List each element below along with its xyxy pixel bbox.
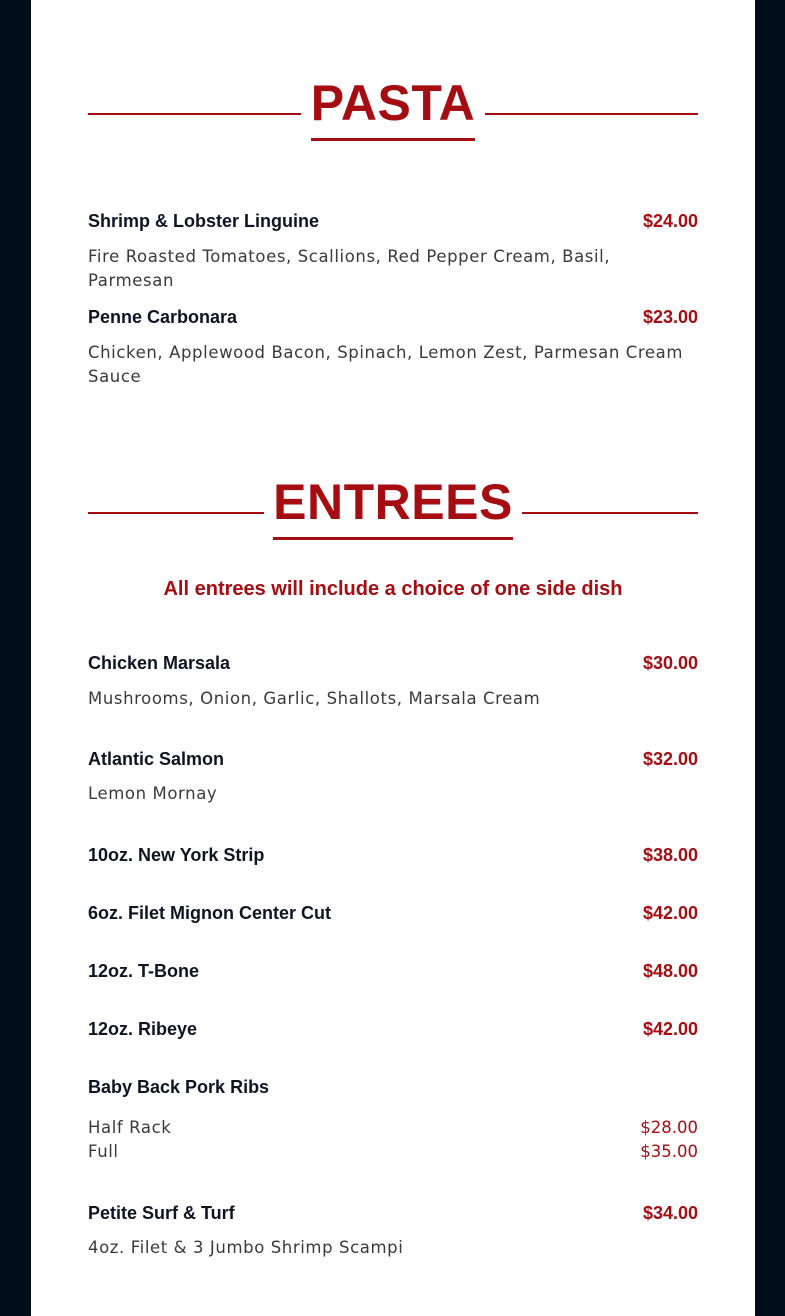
item-price: $38.00: [642, 845, 698, 865]
item-description: Lemon Mornay: [88, 784, 218, 803]
entrees-section-header: [88, 473, 698, 543]
item-name: Baby Back Pork Ribs: [88, 1077, 270, 1097]
item-price: $34.00: [642, 1203, 698, 1223]
item-price: $23.00: [642, 307, 698, 327]
menu-item: [88, 843, 698, 867]
section-title: [88, 74, 698, 141]
item-price: $24.00: [642, 211, 698, 231]
menu-item: [88, 901, 698, 925]
item-name: Chicken Marsala: [88, 653, 231, 673]
item-price: $48.00: [642, 961, 698, 981]
item-description: 4oz. Filet & 3 Jumbo Shrimp Scampi: [88, 1238, 404, 1257]
item-name: Shrimp & Lobster Linguine: [88, 211, 320, 231]
item-option: [88, 1140, 698, 1164]
pasta-section-header: [88, 74, 698, 144]
item-description: Fire Roasted Tomatoes, Scallions, Red Pepper Cream, Basil, Parmesan: [88, 247, 611, 290]
item-name: 12oz. T-Bone: [88, 961, 200, 981]
menu-item: [88, 1201, 698, 1225]
pasta-title: PASTA: [311, 74, 476, 141]
item-name: Atlantic Salmon: [88, 749, 225, 769]
option-label: Full: [88, 1142, 119, 1161]
menu-item: [88, 305, 698, 329]
item-price: $42.00: [642, 903, 698, 923]
entrees-title: ENTREES: [273, 473, 513, 540]
menu-item: [88, 1017, 698, 1041]
option-price: $35.00: [640, 1142, 698, 1161]
item-description: Mushrooms, Onion, Garlic, Shallots, Marsala Cream: [88, 689, 541, 708]
item-name: 10oz. New York Strip: [88, 845, 265, 865]
item-price: $32.00: [642, 749, 698, 769]
menu-item: [88, 209, 698, 233]
section-title: [88, 473, 698, 540]
item-name: Petite Surf & Turf: [88, 1203, 235, 1223]
option-price: $28.00: [640, 1118, 698, 1137]
item-name: Penne Carbonara: [88, 307, 238, 327]
menu-item: [88, 747, 698, 771]
option-label: Half Rack: [88, 1118, 172, 1137]
menu-item: [88, 651, 698, 675]
entrees-note: All entrees will include a choice of one side dish: [163, 578, 623, 600]
item-price: $30.00: [642, 653, 698, 673]
item-name: 12oz. Ribeye: [88, 1019, 198, 1039]
item-price: $42.00: [642, 1019, 698, 1039]
menu-item: [88, 959, 698, 983]
item-description: Chicken, Applewood Bacon, Spinach, Lemon Zest, Parmesan Cream Sauce: [88, 343, 683, 386]
menu-item: [88, 1075, 698, 1099]
menu-page: [31, 0, 755, 1316]
item-name: 6oz. Filet Mignon Center Cut: [88, 903, 331, 923]
item-option: [88, 1116, 698, 1140]
